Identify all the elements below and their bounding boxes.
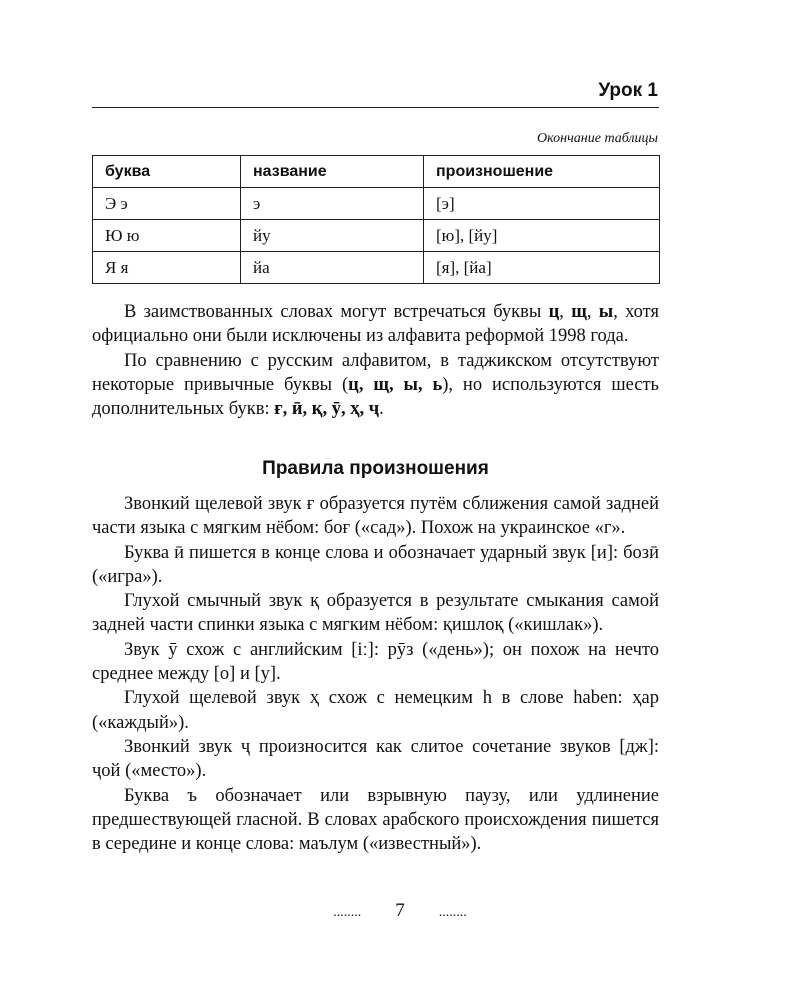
rule-paragraph: Звонкий щелевой звук ғ образуется путём сближения самой задней части языка с мягким нёбом: боғ («сад»). Похож на украинское «г». [92,494,659,539]
bold-letter: ц [548,302,560,322]
intro-paragraph [92,349,659,422]
intro-text [92,300,659,421]
table-row [93,220,660,252]
table-cell-pronunciation: [ю], [йу] [424,220,660,252]
table-cell-name: э [241,188,424,220]
table-cell-pronunciation: [э] [424,188,660,220]
table-cell-letter: Э э [93,188,241,220]
bold-letter: щ [571,302,587,322]
intro-text-span: В заимствованных словах могут встречаться буквы [124,302,549,322]
intro-text-span: ), но используются шесть дополнительных букв: [92,374,659,420]
column-header-name: название [241,156,424,188]
intro-paragraph [92,300,659,349]
rule-paragraph: Буква ӣ пишется в конце слова и обозначает ударный звук [и]: бозӣ («игра»). [92,542,659,587]
table-cell-name: йу [241,220,424,252]
table-header-row [93,156,660,188]
bold-letter: ы [598,302,614,322]
rule-paragraph: Звук ӯ схож с английским [iː]: рӯз («день»); он похож на нечто среднее между [о] и [у]. [92,639,659,685]
intro-text-span: . [379,399,384,420]
intro-text-span: , хотя официально они были исключены из алфавита реформой 1998 года. [92,302,660,347]
column-header-letter: буква [93,156,241,188]
footer-dots-right: ........ [438,905,467,920]
alphabet-table [92,155,660,284]
table-cell-pronunciation: [я], [йа] [424,252,660,284]
page-number: 7 [395,900,405,921]
rule-paragraph: Буква ъ обозначает или взрывную паузу, или удлинение предшествующей гласной. В словах арабского происхождения пишется в середине и конце слова: маълум («известный»). [92,785,659,855]
table-row [93,188,660,220]
bold-letters: ц, щ, ы, ь [348,374,443,395]
table-cell-name: йа [241,252,424,284]
table-cell-letter: Я я [93,252,241,284]
page-footer [0,900,800,922]
intro-text-span: , [586,302,599,322]
section-heading: Правила произношения [262,458,489,479]
intro-text-span: По сравнению с русским алфавитом, в таджикском отсутствуют некоторые привычные буквы ( [92,350,659,395]
column-header-pronunciation: произношение [424,156,660,188]
bold-letters: ғ, ӣ, қ, ӯ, ҳ, ҷ [274,399,380,420]
pronunciation-rules [92,492,659,856]
table-caption: Окончание таблицы [537,131,658,146]
table-cell-letter: Ю ю [93,220,241,252]
table-row [93,252,660,284]
lesson-header: Урок 1 [598,80,658,101]
footer-dots-left: ........ [333,905,362,920]
rule-paragraph: Глухой смычный звук қ образуется в результате смыкания самой задней части спинки языка с мягким нёбом: қишлоқ («кишлак»). [92,591,659,636]
intro-text-span: , [559,302,572,322]
header-divider [92,107,659,108]
rule-paragraph: Звонкий звук ҷ произносится как слитое сочетание звуков [дж]: ҷой («место»). [92,736,659,782]
rule-paragraph: Глухой щелевой звук ҳ схож с немецким h в слове haben: ҳар («каждый»). [92,688,659,733]
